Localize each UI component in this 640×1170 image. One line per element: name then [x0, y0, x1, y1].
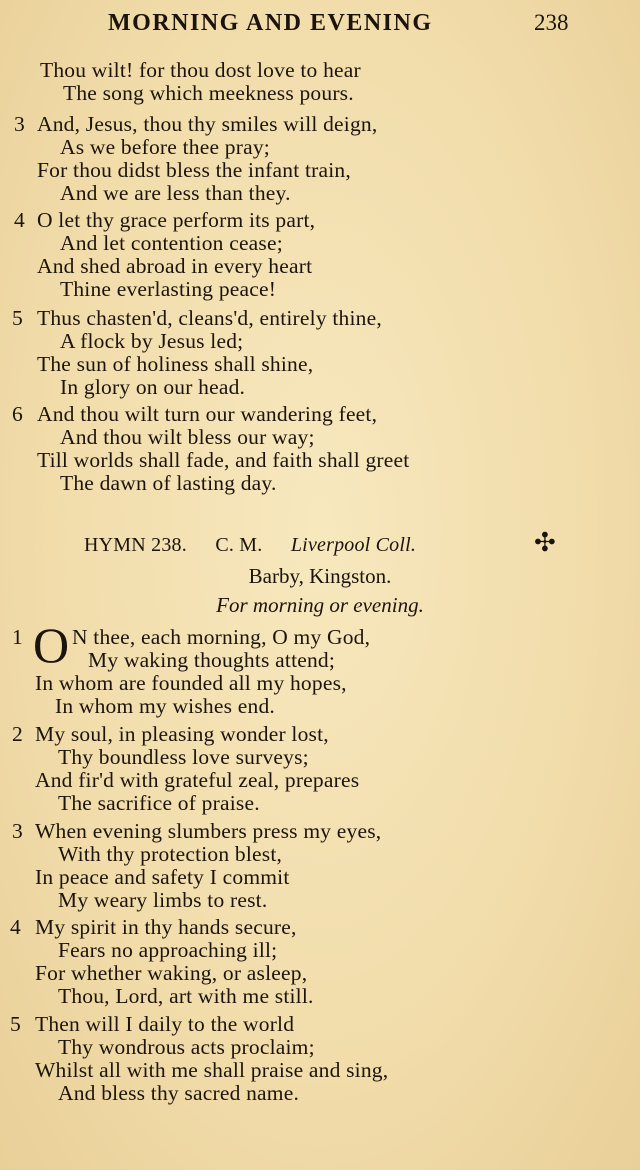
stanza-number: 3	[12, 819, 23, 843]
verse-line: And fir'd with grateful zeal, prepares	[35, 768, 360, 792]
hymn-meter: C. M.	[215, 534, 263, 556]
verse-line: Thou wilt! for thou dost love to hear	[40, 58, 361, 82]
hymn-source: Liverpool Coll.	[290, 534, 417, 556]
stanza-number: 1	[12, 625, 23, 649]
verse-line: My weary limbs to rest.	[58, 888, 268, 912]
stanza-number: 5	[12, 306, 23, 330]
tune-names: Barby, Kingston.	[248, 564, 392, 588]
verse-line: And we are less than they.	[60, 181, 291, 205]
stanza-number: 4	[14, 208, 25, 232]
verse-line: Till worlds shall fade, and faith shall greet	[37, 448, 410, 472]
stanza-number: 6	[12, 402, 23, 426]
stanza-number: 2	[12, 722, 23, 746]
verse-line: With thy protection blest,	[58, 842, 283, 866]
verse-line: In whom my wishes end.	[55, 694, 275, 718]
drop-cap: O	[33, 617, 70, 673]
verse-line: My spirit in thy hands secure,	[35, 915, 297, 939]
verse-line: And thou wilt turn our wandering feet,	[37, 402, 378, 426]
verse-line: In glory on our head.	[60, 375, 246, 399]
hymn-number: HYMN 238.	[84, 534, 187, 556]
stanza-number: 3	[14, 112, 25, 136]
verse-line: Fears no approaching ill;	[58, 938, 278, 962]
verse-line: When evening slumbers press my eyes,	[35, 819, 382, 843]
verse-line: And shed abroad in every heart	[37, 254, 313, 278]
stanza-number: 4	[10, 915, 21, 939]
verse-line: Thy wondrous acts proclaim;	[58, 1035, 315, 1059]
hymn-heading	[84, 533, 416, 557]
verse-line: Thus chasten'd, cleans'd, entirely thine,	[37, 306, 382, 330]
verse-line: And bless thy sacred name.	[58, 1081, 300, 1105]
verse-line: My waking thoughts attend;	[88, 648, 336, 672]
page-number: 238	[534, 10, 569, 35]
verse-line: A flock by Jesus led;	[60, 329, 244, 353]
verse-line: And, Jesus, thou thy smiles will deign,	[37, 112, 378, 136]
verse-line: And let contention cease;	[60, 231, 283, 255]
verse-line: Thy boundless love surveys;	[58, 745, 309, 769]
verse-line: For thou didst bless the infant train,	[37, 158, 351, 182]
verse-line: The dawn of lasting day.	[60, 471, 277, 495]
verse-line: The sacrifice of praise.	[58, 791, 260, 815]
verse-line: O let thy grace perform its part,	[37, 208, 316, 232]
stanza-number: 5	[10, 1012, 21, 1036]
running-title: MORNING AND EVENING	[108, 10, 433, 36]
asterisk-ornament-icon: ✣	[534, 528, 556, 557]
verse-line: Whilst all with me shall praise and sing,	[35, 1058, 389, 1082]
verse-line: N thee, each morning, O my God,	[72, 625, 371, 649]
verse-line: For whether waking, or asleep,	[35, 961, 308, 985]
verse-line: In peace and safety I commit	[35, 865, 290, 889]
verse-line: As we before thee pray;	[60, 135, 270, 159]
verse-line: The song which meekness pours.	[63, 81, 354, 105]
verse-line: The sun of holiness shall shine,	[37, 352, 314, 376]
verse-line: My soul, in pleasing wonder lost,	[35, 722, 329, 746]
hymn-occasion: For morning or evening.	[216, 593, 424, 617]
page-header	[0, 8, 640, 42]
verse-line: And thou wilt bless our way;	[60, 425, 315, 449]
verse-line: Thine everlasting peace!	[60, 277, 277, 301]
verse-line: Then will I daily to the world	[35, 1012, 295, 1036]
verse-line: Thou, Lord, art with me still.	[58, 984, 314, 1008]
verse-line: In whom are founded all my hopes,	[35, 671, 347, 695]
